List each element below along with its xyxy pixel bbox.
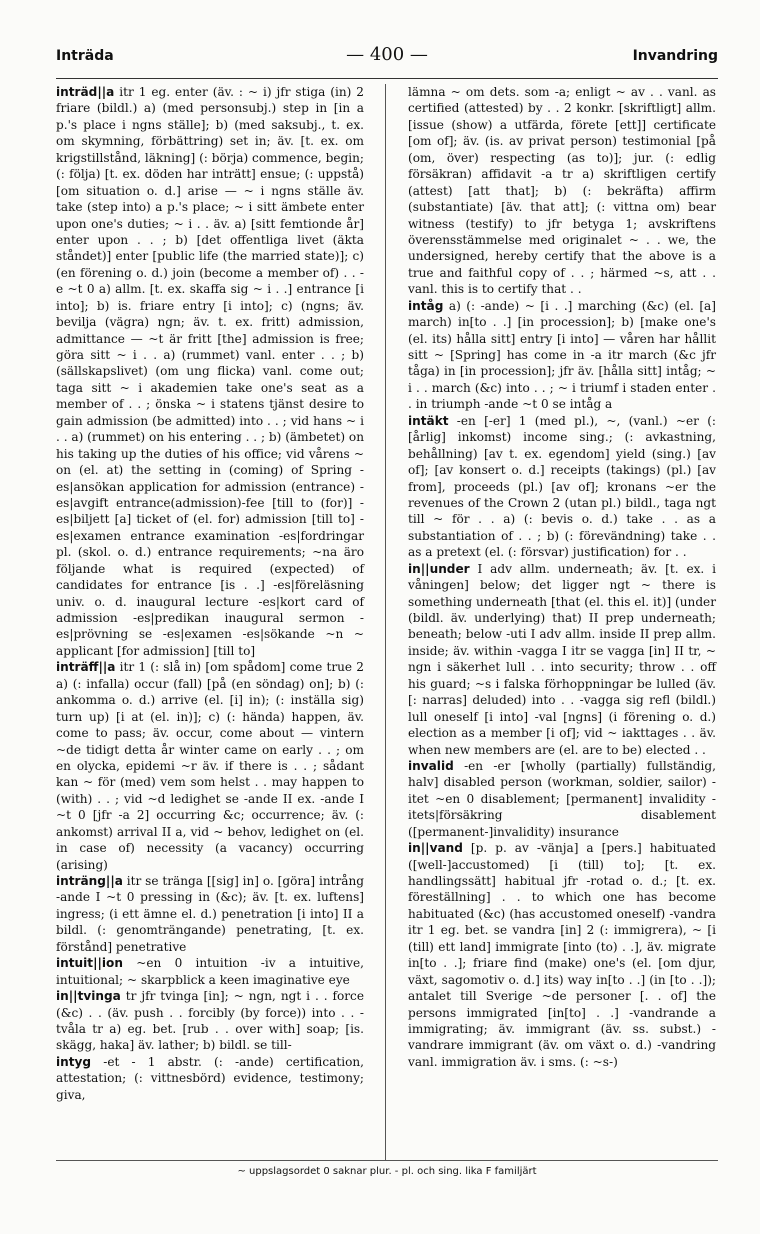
- dictionary-entry: [56, 659, 364, 873]
- dictionary-entry: [408, 298, 716, 413]
- entry-body: itr 1 (: slå in) [om spådom] come true 2 a) (: infalla) occur (fall) [på (en söndag) on]; b) (: ankomma o. d.) arrive (el. [i] in); (: inställa sig) turn up) [i at (el. in)]; c) (: hända) happen, äv. come to pass; äv. occur, come about — vintern ~de tidigt detta år winter came on early . . ; om en olycka, epidemi ~r äv. if there is . . ; sådant kan ~ för (med) vem som helst . . may happen to (with) . . ; vid ~d ledighet se -ande II ex. -ande I ~t 0 [jfr -a 2] occurring &c; occurrence; äv. (: ankomst) arrival II a, vid ~ behov, ledighet on (el. in case of) necessity (a vacancy) occurring (arising): [56, 660, 364, 872]
- entry-body: [p. p. av -vänja] a [pers.] habituated ([well-]accustomed) [i (till) to]; [t. ex. handlingssätt] habitual jfr -rotad o. d.; [t. ex. föreställning] . . to which one has become habituated (&c) (has accustomed oneself) -vandra itr 1 eg. bet. se vandra [in] 2 (: immigrera), ~ [i (till) ett land] immigrate [into (to) . .], äv. migrate in[to . .]; friare find (make) one's (el. [om djur, växt, sagomotiv o. d.] its) way in[to . .] (in [to . .]); antalet till Sverige ~de personer [. . of] the persons immigrated [in[to] . .] -vandrande a immigrating; äv. immigrant (äv. ss. subst.) -vandrare immigrant (äv. om växt o. d.) -vandring vanl. immigration äv. i sms. (: ~s-): [408, 841, 716, 1069]
- right-column: [408, 84, 716, 1070]
- dictionary-entry: [56, 1054, 364, 1103]
- dictionary-entry: [56, 84, 364, 659]
- running-header: [56, 44, 718, 68]
- entry-headword: in||under: [408, 561, 470, 576]
- entry-headword: inträd||a: [56, 85, 115, 99]
- entry-body: -et - 1 abstr. (: -ande) certification, attestation; (: vittnesbörd) evidence, testimony; giva,: [56, 1054, 364, 1102]
- dictionary-entry: [56, 873, 364, 955]
- dictionary-entry: [56, 988, 364, 1054]
- entry-body: -en -er [wholly (partially) fullständig, halv] disabled person (workman, soldier, sailor) -itet ~en 0 disablement; [permanent] invalidity -itets|försäkring disablement ([permanent-]invalidity) insurance: [408, 758, 716, 839]
- dictionary-entry: [408, 413, 716, 561]
- column-divider: [385, 84, 386, 1160]
- dictionary-entry: [408, 758, 716, 840]
- entry-body: lämna ~ om dets. som -a; enligt ~ av . . vanl. as certified (attested) by . . 2 konkr. [skriftligt] allm. [issue (show) a utfärda, förete [ett]] certificate [om of]; äv. (is. av privat person) testimonial [på (om, över) respecting (as to)]; jur. (: edlig försäkran) affidavit -a tr a) skriftligen certify (attest) [att that]; b) (: bekräfta) affirm (substantiate) [äv. that att]; (: vittna om) bear witness (testify) to jfr betyga 1; avskriftens överensstämmelse med originalet ~ . . we, the undersigned, hereby certify that the above is a true and faithful copy of . . ; härmed ~s, att . . vanl. this is to certify that . .: [408, 85, 716, 297]
- right-guide-word: Invandring: [632, 48, 718, 64]
- entry-body: itr se tränga [[sig] in] o. [göra] intrång -ande I ~t 0 pressing in (&c); äv. [t. ex. luftens] ingress; (i ett ämne el. d.) penetration [i into] II a bildl. (: genomträngande) penetrating, [t. ex. förstånd] penetrative: [56, 874, 364, 954]
- entry-body: a) (: -ande) ~ [i . .] marching (&c) (el. [a] march) in[to . .] [in procession]; b) [make one's (el. its) hålla sitt] entry [i into] — våren har hållit sitt ~ [Spring] has come in -a itr march (&c jfr tåga) in [in procession]; jfr äv. [hålla sitt] intåg; ~ i . . march (&c) into . . ; ~ i triumf i staden enter . . in triumph -ande ~t 0 se intåg a: [408, 298, 716, 412]
- entry-body: -en [-er] 1 (med pl.), ~, (vanl.) ~er (: [årlig] inkomst) income sing.; (: avkastning, behållning) [av t. ex. egendom] yield (sing.) [av of]; [av konsert o. d.] receipts (takings) (pl.) [av from], proceeds (pl.) [av of]; kronans ~er the revenues of the Crown 2 (utan pl.) bildl., taga ngt till ~ för . . a) (: bevis o. d.) take . . as a substantiation of . . ; b) (: förevändning) take . . as a pretext (el. (: försvar) justification) for . .: [408, 413, 716, 560]
- dictionary-entry: [408, 84, 716, 298]
- entry-headword: inträff||a: [56, 660, 116, 675]
- dictionary-entry: [408, 840, 716, 1070]
- left-column: [56, 84, 364, 1103]
- entry-headword: in||vand: [408, 841, 463, 856]
- header-rule: [56, 78, 718, 79]
- footer-rule: [56, 1160, 718, 1161]
- dictionary-entry: [408, 561, 716, 758]
- page-number: — 400 —: [346, 44, 428, 65]
- entry-headword: intuit||ion: [56, 956, 123, 971]
- dictionary-entry: [56, 955, 364, 988]
- left-guide-word: Inträda: [56, 48, 114, 64]
- entry-body: itr 1 eg. enter (äv. : ~ i) jfr stiga (in) 2 friare (bildl.) a) (med personsubj.) step in [in a p.'s place i ngns ställe]; b) (med saksubj., t. ex. om skymning, förbättring) set in; äv. [t. ex. om krigstillstånd, läkning] (: börja) commence, begin; (: följa) [t. ex. döden har inträtt] ensue; (: uppstå) [om situation o. d.] arise — ~ i ngns ställe äv. take (step into) a p.'s place; ~ i sitt ämbete enter upon one's duties; ~ i . . äv. a) [sitt femtionde år] enter upon . . ; b) [det offentliga livet (äkta ståndet)] enter [public life (the married state)]; c) (en förening o. d.) join (become a member of) . . -e ~t 0 a) allm. [t. ex. skaffa sig ~ i . .] entrance [i into]; b) is. friare entry [i into]; c) (ngns; äv. bevilja (vägra) ngn; äv. t. ex. fritt) admission, admittance — ~t är fritt [the] admission is free; göra sitt ~ i . . a) (rummet) vanl. enter . . ; b) (sällskapslivet) (om ung flicka) vanl. come out; taga sitt ~ i akademien take one's seat as a member of . . ; önska ~ i statens tjänst desire to gain admission (be admitted) into . . ; vid hans ~ i . . a) (rummet) on his entering . . ; b) (ämbetet) on his taking up the duties of his office; vid vårens ~ on (el. at) the setting in (coming) of Spring -es|ansökan application for admission (entrance) -es|avgift entrance(admission)-fee [till to (for)] -es|biljett [a] ticket of (el. for) admission [till to] -es|examen entrance examination -es|fordringar pl. (skol. o. d.) entrance requirements; ~na äro följande what is required (expected) of candidates for entrance [is . .] -es|föreläsning univ. o. d. inaugural lecture -es|kort card of admission -es|predikan inaugural sermon -es|prövning se -es|examen -es|sökande ~n ~ applicant [for admission] [till to]: [56, 85, 364, 658]
- entry-body: tr jfr tvinga [in]; ~ ngn, ngt i . . force (&c) . . (äv. push . . forcibly (by force)) into . . -tvåla tr a) eg. bet. [rub . . over with] soap; [is. skägg, haka] äv. lather; b) bildl. se till-: [56, 989, 364, 1053]
- entry-headword: intäkt: [408, 413, 449, 428]
- entry-body: I adv allm. underneath; äv. [t. ex. i våningen] below; det ligger ngt ~ there is something underneath [that (el. this el. it)] (under (bildl. äv. underlying) that) II prep underneath; beneath; below -uti I adv allm. inside II prep allm. inside; äv. within -vagga I itr se vagga [in] II tr, ~ ngn i säkerhet lull . . into security; throw . . off his guard; ~s i falska förhoppningar be lulled (äv. [: narras] deluded) into . . -vagga sig refl (bildl.) lull oneself [i into] -val [ngns] (i förening o. d.) election as a member [i of]; vid ~ iakttages . . äv. when new members are (el. are to be) elected . .: [408, 561, 716, 757]
- entry-headword: invalid: [408, 758, 454, 773]
- entry-headword: intåg: [408, 298, 444, 313]
- entry-headword: intyg: [56, 1054, 92, 1069]
- entry-headword: in||tvinga: [56, 989, 121, 1004]
- footer-legend: ~ uppslagsordet 0 saknar plur. - pl. och sing. lika F familjärt: [237, 1166, 537, 1177]
- entry-headword: inträng||a: [56, 874, 123, 888]
- entry-body: ~en 0 intuition -iv a intuitive, intuitional; ~ skarpblick a keen imaginative eye: [56, 956, 364, 987]
